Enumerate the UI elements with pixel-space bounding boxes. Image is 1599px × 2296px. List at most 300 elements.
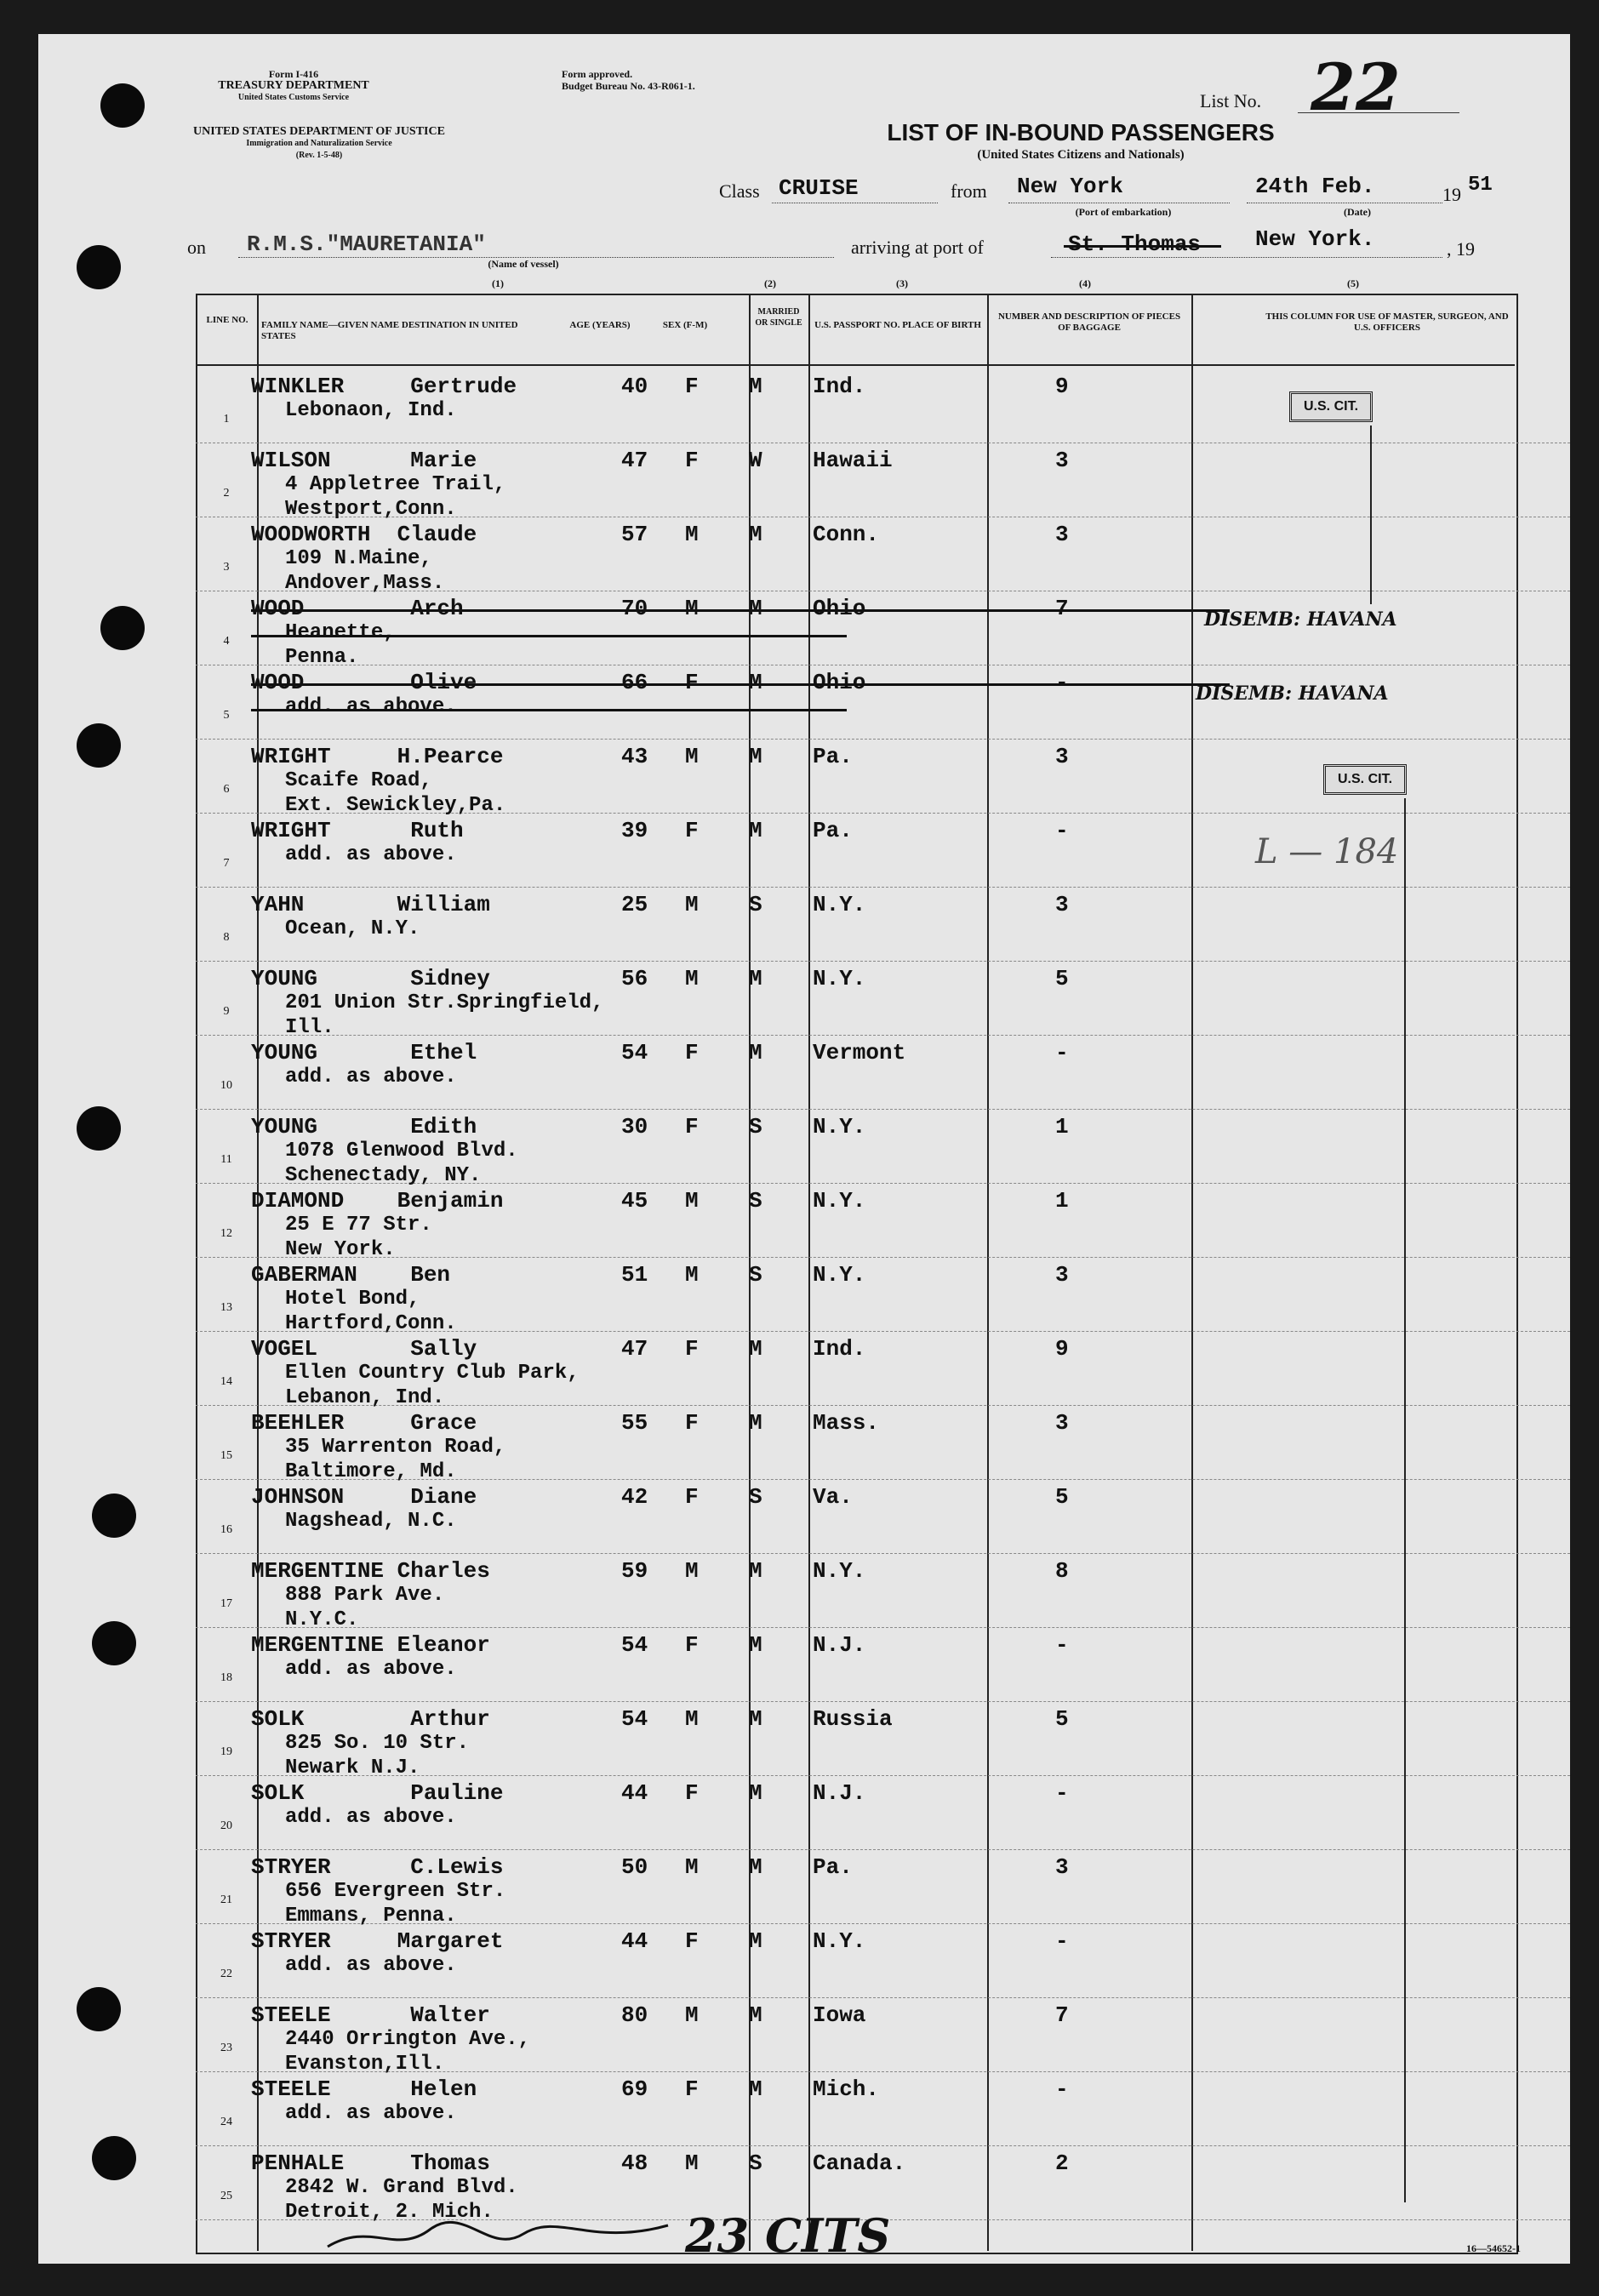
passenger-sex: M <box>685 2150 699 2176</box>
passenger-birthplace: N.Y. <box>813 892 866 917</box>
strike-line <box>251 683 1230 686</box>
strike-line <box>251 709 847 711</box>
passenger-address: Andover,Mass. <box>285 572 445 595</box>
line-number: 2 <box>223 487 230 500</box>
line-number: 13 <box>220 1301 232 1314</box>
row-divider <box>196 1627 1570 1628</box>
passenger-address: Heanette, <box>285 621 396 644</box>
passenger-name: YOUNG Sidney <box>251 966 490 991</box>
passenger-baggage: - <box>1055 2076 1069 2102</box>
passenger-address: Evanston,Ill. <box>285 2053 445 2076</box>
col-num-4: (4) <box>1079 277 1091 289</box>
passenger-marital-status: M <box>749 670 762 695</box>
passenger-sex: F <box>685 2076 699 2102</box>
passenger-baggage: 3 <box>1055 1854 1069 1880</box>
binder-hole <box>77 723 121 768</box>
passenger-sex: F <box>685 1780 699 1806</box>
list-no-label: List No. <box>1200 90 1262 111</box>
col-sex: SEX (F-M) <box>662 320 708 330</box>
passenger-name: WRIGHT H.Pearce <box>251 744 504 769</box>
passenger-age: 30 <box>621 1114 648 1139</box>
line-number: 10 <box>220 1079 232 1092</box>
passenger-age: 39 <box>621 818 648 843</box>
passenger-address: add. as above. <box>285 1806 457 1829</box>
passenger-baggage: 2 <box>1055 2150 1069 2176</box>
passenger-address: add. as above. <box>285 695 457 718</box>
passenger-baggage: 3 <box>1055 448 1069 473</box>
port-strikethrough <box>1064 245 1221 248</box>
disemb-note-1: DISEMB: HAVANA <box>1204 608 1397 631</box>
passenger-address: Newark N.J. <box>285 1756 420 1779</box>
line-number: 23 <box>220 2042 232 2054</box>
passenger-birthplace: Ind. <box>813 1336 866 1362</box>
passenger-name: WOODWORTH Claude <box>251 522 477 547</box>
vessel-label: (Name of vessel) <box>488 258 559 270</box>
passenger-birthplace: Ind. <box>813 374 866 399</box>
manifest-page <box>38 34 1570 2264</box>
passenger-address: Penna. <box>285 646 359 669</box>
passenger-name: WRIGHT Ruth <box>251 818 464 843</box>
budget-label: Budget Bureau No. 43-R061-1. <box>562 80 695 92</box>
passenger-address: Westport,Conn. <box>285 498 457 521</box>
passenger-age: 69 <box>621 2076 648 2102</box>
binder-hole <box>100 606 145 650</box>
row-divider <box>196 1257 1570 1258</box>
passenger-birthplace: N.J. <box>813 1780 866 1806</box>
passenger-birthplace: Conn. <box>813 522 880 547</box>
passenger-address: 825 So. 10 Str. <box>285 1732 470 1755</box>
arriving-label: arriving at port of <box>851 237 984 258</box>
passenger-age: 45 <box>621 1188 648 1214</box>
date-value: 24th Feb. <box>1255 174 1375 199</box>
passenger-sex: F <box>685 1336 699 1362</box>
passenger-address: 109 N.Maine, <box>285 547 432 570</box>
strike-line <box>251 609 1230 612</box>
row-divider <box>196 1035 1570 1036</box>
signature-scribble <box>319 2213 677 2264</box>
passenger-address: 35 Warrenton Road, <box>285 1436 506 1459</box>
line-number: 15 <box>220 1449 232 1462</box>
line-number: 11 <box>220 1153 232 1166</box>
col-age: AGE (YEARS) <box>569 320 631 330</box>
passenger-birthplace: Pa. <box>813 744 853 769</box>
passenger-baggage: 3 <box>1055 892 1069 917</box>
passenger-marital-status: M <box>749 966 762 991</box>
passenger-name: YOUNG Edith <box>251 1114 477 1139</box>
binder-hole <box>92 2136 136 2180</box>
row-divider <box>196 1109 1570 1110</box>
passenger-sex: M <box>685 1706 699 1732</box>
header-bottom-line <box>196 364 1515 366</box>
justice-label: UNITED STATES DEPARTMENT OF JUSTICE <box>193 125 445 138</box>
passenger-marital-status: M <box>749 1632 762 1658</box>
passenger-baggage: 7 <box>1055 596 1069 621</box>
footer-code: 16—54652-1 <box>1466 2242 1521 2254</box>
list-no-value: 22 <box>1311 49 1401 125</box>
l-number-note: L — 184 <box>1255 832 1399 871</box>
passenger-marital-status: M <box>749 374 762 399</box>
passenger-name: STRYER Margaret <box>251 1928 504 1954</box>
list-no-underline <box>1298 112 1459 113</box>
approved-label: Form approved. <box>562 68 633 80</box>
passenger-birthplace: Vermont <box>813 1040 906 1065</box>
passenger-birthplace: N.Y. <box>813 1928 866 1954</box>
passenger-address: 201 Union Str.Springfield, <box>285 991 604 1014</box>
passenger-address: 656 Evergreen Str. <box>285 1880 506 1903</box>
col-line-no: LINE NO. <box>206 315 248 325</box>
passenger-marital-status: M <box>749 2076 762 2102</box>
passenger-sex: M <box>685 1558 699 1584</box>
line-number: 1 <box>223 413 230 426</box>
passenger-name: BEEHLER Grace <box>251 1410 477 1436</box>
passenger-age: 55 <box>621 1410 648 1436</box>
passenger-sex: M <box>685 1188 699 1214</box>
col-divider-6 <box>987 294 989 2251</box>
passenger-sex: F <box>685 1484 699 1510</box>
passenger-marital-status: S <box>749 1114 762 1139</box>
passenger-sex: M <box>685 522 699 547</box>
us-cit-stamp-1: U.S. CIT. <box>1289 391 1373 422</box>
passenger-baggage: 7 <box>1055 2002 1069 2028</box>
line-number: 4 <box>223 635 230 648</box>
binder-hole <box>92 1494 136 1538</box>
binder-hole <box>92 1621 136 1665</box>
passenger-sex: F <box>685 1410 699 1436</box>
passenger-age: 43 <box>621 744 648 769</box>
passenger-marital-status: M <box>749 522 762 547</box>
passenger-name: STRYER C.Lewis <box>251 1854 504 1880</box>
passenger-age: 44 <box>621 1780 648 1806</box>
passenger-baggage: 3 <box>1055 1410 1069 1436</box>
passenger-marital-status: W <box>749 448 762 473</box>
passenger-address: Hartford,Conn. <box>285 1312 457 1335</box>
passenger-age: 80 <box>621 2002 648 2028</box>
passenger-birthplace: Pa. <box>813 818 853 843</box>
passenger-sex: F <box>685 818 699 843</box>
passenger-birthplace: Mass. <box>813 1410 880 1436</box>
col-name: FAMILY NAME—GIVEN NAME DESTINATION IN UNITED STATES <box>261 320 518 341</box>
class-label: Class <box>719 180 760 202</box>
passenger-sex: F <box>685 1928 699 1954</box>
passenger-age: 50 <box>621 1854 648 1880</box>
passenger-age: 48 <box>621 2150 648 2176</box>
passenger-address: Nagshead, N.C. <box>285 1510 457 1533</box>
passenger-age: 51 <box>621 1262 648 1288</box>
passenger-baggage: - <box>1055 1040 1069 1065</box>
line-number: 14 <box>220 1375 232 1388</box>
passenger-name: DIAMOND Benjamin <box>251 1188 504 1214</box>
col-num-3: (3) <box>896 277 908 289</box>
passenger-marital-status: M <box>749 1928 762 1954</box>
passenger-sex: M <box>685 596 699 621</box>
passenger-age: 70 <box>621 596 648 621</box>
line-number: 12 <box>220 1227 232 1240</box>
passenger-age: 56 <box>621 966 648 991</box>
passenger-name: WOOD Arch <box>251 596 464 621</box>
passenger-sex: M <box>685 966 699 991</box>
passenger-baggage: 1 <box>1055 1188 1069 1214</box>
line-number: 19 <box>220 1745 232 1758</box>
form-number: Form I-416 <box>268 68 319 80</box>
line-number: 9 <box>223 1005 230 1018</box>
immigration-label: Immigration and Naturalization Service <box>246 139 392 148</box>
page-title: LIST OF IN-BOUND PASSENGERS <box>887 119 1275 146</box>
stamp-line-1 <box>1370 426 1372 604</box>
date-label: (Date) <box>1344 206 1371 218</box>
passenger-marital-status: S <box>749 1188 762 1214</box>
passenger-address: 25 E 77 Str. <box>285 1214 432 1237</box>
passenger-age: 44 <box>621 1928 648 1954</box>
row-divider <box>196 887 1570 888</box>
passenger-name: STEELE Walter <box>251 2002 490 2028</box>
line-number: 6 <box>223 783 230 796</box>
col-married: MARRIED OR SINGLE <box>755 307 802 328</box>
col-num-1: (1) <box>492 277 504 289</box>
passenger-age: 40 <box>621 374 648 399</box>
passenger-address: Ocean, N.Y. <box>285 917 420 940</box>
passenger-marital-status: M <box>749 1706 762 1732</box>
passenger-address: Schenectady, NY. <box>285 1164 482 1187</box>
passenger-baggage: 3 <box>1055 744 1069 769</box>
line-number: 5 <box>223 709 230 722</box>
year-prefix: 19 <box>1442 184 1461 205</box>
passenger-address: Scaife Road, <box>285 769 432 792</box>
row-divider <box>196 1997 1570 1998</box>
passenger-address: Hotel Bond, <box>285 1288 420 1311</box>
passenger-address: 1078 Glenwood Blvd. <box>285 1139 518 1162</box>
passenger-address: 888 Park Ave. <box>285 1584 445 1607</box>
col-divider-7 <box>1191 294 1193 2251</box>
port-underline <box>1051 257 1442 258</box>
form-approval <box>562 68 766 92</box>
line-number: 20 <box>220 1819 232 1832</box>
passenger-address: Detroit, 2. Mich. <box>285 2201 494 2224</box>
passenger-birthplace: Ohio <box>813 596 866 621</box>
passenger-address: Emmans, Penna. <box>285 1905 457 1928</box>
port-struck: St. Thomas <box>1068 231 1202 257</box>
passenger-sex: F <box>685 1114 699 1139</box>
row-divider <box>196 739 1570 740</box>
col-divider-5 <box>808 294 810 2251</box>
line-number: 7 <box>223 857 230 870</box>
passenger-marital-status: M <box>749 596 762 621</box>
passenger-age: 47 <box>621 448 648 473</box>
passenger-baggage: 5 <box>1055 1484 1069 1510</box>
passenger-age: 42 <box>621 1484 648 1510</box>
passenger-marital-status: M <box>749 2002 762 2028</box>
passenger-address: add. as above. <box>285 2102 457 2125</box>
passenger-baggage: 8 <box>1055 1558 1069 1584</box>
passenger-baggage: - <box>1055 1928 1069 1954</box>
binder-hole <box>100 83 145 128</box>
passenger-birthplace: N.J. <box>813 1632 866 1658</box>
customs-label: United States Customs Service <box>237 93 350 102</box>
passenger-name: SOLK Pauline <box>251 1780 504 1806</box>
passenger-name: SOLK Arthur <box>251 1706 490 1732</box>
from-label: from <box>951 180 987 202</box>
passenger-age: 57 <box>621 522 648 547</box>
passenger-marital-status: M <box>749 1780 762 1806</box>
year-suffix: 51 <box>1468 174 1493 197</box>
line-number: 8 <box>223 931 230 944</box>
line-number: 25 <box>220 2190 232 2202</box>
passenger-address: 4 Appletree Trail, <box>285 473 506 496</box>
passenger-birthplace: N.Y. <box>813 1262 866 1288</box>
passenger-marital-status: S <box>749 1484 762 1510</box>
passenger-address: 2440 Orrington Ave., <box>285 2028 531 2051</box>
col-passport: U.S. PASSPORT NO. PLACE OF BIRTH <box>814 320 981 330</box>
passenger-marital-status: M <box>749 1336 762 1362</box>
passenger-address: N.Y.C. <box>285 1608 359 1631</box>
passenger-address: Baltimore, Md. <box>285 1460 457 1483</box>
passenger-baggage: 5 <box>1055 966 1069 991</box>
class-value: CRUISE <box>779 175 859 201</box>
passenger-name: MERGENTINE Charles <box>251 1558 490 1584</box>
on-label: on <box>187 237 206 258</box>
col-num-5: (5) <box>1347 277 1359 289</box>
passenger-marital-status: M <box>749 1854 762 1880</box>
signature-note: 23 CITS <box>685 2208 891 2263</box>
passenger-birthplace: N.Y. <box>813 1558 866 1584</box>
passenger-age: 54 <box>621 1706 648 1732</box>
passenger-marital-status: S <box>749 2150 762 2176</box>
row-divider <box>196 1553 1570 1554</box>
us-cit-stamp-2: U.S. CIT. <box>1323 764 1407 795</box>
binder-hole <box>77 245 121 289</box>
passenger-birthplace: Iowa <box>813 2002 866 2028</box>
passenger-sex: M <box>685 744 699 769</box>
passenger-address: Lebanon, Ind. <box>285 1386 445 1409</box>
row-divider <box>196 2145 1570 2146</box>
passenger-baggage: - <box>1055 1780 1069 1806</box>
passenger-age: 54 <box>621 1632 648 1658</box>
passenger-address: add. as above. <box>285 843 457 866</box>
passenger-name: JOHNSON Diane <box>251 1484 477 1510</box>
passenger-age: 25 <box>621 892 648 917</box>
passenger-sex: F <box>685 1040 699 1065</box>
passenger-sex: F <box>685 374 699 399</box>
passenger-address: New York. <box>285 1238 396 1261</box>
passenger-marital-status: M <box>749 818 762 843</box>
passenger-birthplace: Ohio <box>813 670 866 695</box>
passenger-age: 66 <box>621 670 648 695</box>
line-number: 3 <box>223 561 230 574</box>
passenger-address: Ill. <box>285 1016 334 1039</box>
passenger-marital-status: M <box>749 1558 762 1584</box>
passenger-baggage: 5 <box>1055 1706 1069 1732</box>
col-baggage: NUMBER AND DESCRIPTION OF PIECES OF BAGGAGE <box>997 311 1181 333</box>
passenger-marital-status: M <box>749 744 762 769</box>
passenger-birthplace: Canada. <box>813 2150 906 2176</box>
treasury-label: TREASURY DEPARTMENT <box>218 79 369 92</box>
passenger-marital-status: S <box>749 1262 762 1288</box>
passenger-address: Lebonaon, Ind. <box>285 399 457 422</box>
row-divider <box>196 961 1570 962</box>
passenger-sex: F <box>685 1632 699 1658</box>
row-divider <box>196 1849 1570 1850</box>
line-number: 22 <box>220 1968 232 1980</box>
passenger-sex: F <box>685 448 699 473</box>
passenger-birthplace: Russia <box>813 1706 893 1732</box>
binder-hole <box>77 1987 121 2031</box>
from-value: New York <box>1017 174 1123 199</box>
passenger-baggage: - <box>1055 670 1069 695</box>
passenger-address: add. as above. <box>285 1954 457 1977</box>
passenger-birthplace: Mich. <box>813 2076 880 2102</box>
form-header-treasury <box>183 68 404 104</box>
passenger-baggage: 3 <box>1055 1262 1069 1288</box>
passenger-name: YOUNG Ethel <box>251 1040 477 1065</box>
line-number: 16 <box>220 1523 232 1536</box>
col-officers: THIS COLUMN FOR USE OF MASTER, SURGEON, AND U.S. OFFICERS <box>1265 311 1509 333</box>
passenger-address: Ext. Sewickley,Pa. <box>285 794 506 817</box>
port-value: New York. <box>1255 226 1375 252</box>
passenger-birthplace: Pa. <box>813 1854 853 1880</box>
passenger-age: 59 <box>621 1558 648 1584</box>
passenger-birthplace: Va. <box>813 1484 853 1510</box>
strike-line <box>251 635 847 637</box>
passenger-address: Ellen Country Club Park, <box>285 1362 580 1385</box>
passenger-name: PENHALE Thomas <box>251 2150 490 2176</box>
passenger-name: WILSON Marie <box>251 448 477 473</box>
passenger-name: GABERMAN Ben <box>251 1262 451 1288</box>
passenger-name: STEELE Helen <box>251 2076 477 2102</box>
col-num-2: (2) <box>764 277 776 289</box>
passenger-sex: M <box>685 2002 699 2028</box>
passenger-address: add. as above. <box>285 1065 457 1088</box>
port-embark-label: (Port of embarkation) <box>1075 206 1172 218</box>
line-number: 17 <box>220 1597 232 1610</box>
passenger-sex: M <box>685 1854 699 1880</box>
passenger-address: add. as above. <box>285 1658 457 1681</box>
stamp-line-2 <box>1404 798 1406 2202</box>
passenger-sex: F <box>685 670 699 695</box>
binder-hole <box>77 1106 121 1151</box>
passenger-baggage: 9 <box>1055 1336 1069 1362</box>
year2-label: , 19 <box>1447 238 1475 260</box>
passenger-baggage: 3 <box>1055 522 1069 547</box>
passenger-sex: M <box>685 892 699 917</box>
passenger-marital-status: M <box>749 1410 762 1436</box>
rev-label: (Rev. 1-5-48) <box>295 151 343 160</box>
vessel-name: R.M.S."MAURETANIA" <box>247 231 486 257</box>
line-number: 24 <box>220 2116 232 2128</box>
passenger-name: WOOD Olive <box>251 670 477 695</box>
passenger-baggage: 1 <box>1055 1114 1069 1139</box>
passenger-birthplace: Hawaii <box>813 448 893 473</box>
passenger-baggage: - <box>1055 818 1069 843</box>
passenger-birthplace: N.Y. <box>813 1114 866 1139</box>
passenger-name: VOGEL Sally <box>251 1336 477 1362</box>
passenger-name: YAHN William <box>251 892 490 917</box>
passenger-address: 2842 W. Grand Blvd. <box>285 2176 518 2199</box>
line-number: 18 <box>220 1671 232 1684</box>
disemb-note-2: DISEMB: HAVANA <box>1196 683 1389 705</box>
page-subtitle: (United States Citizens and Nationals) <box>977 148 1185 162</box>
passenger-age: 54 <box>621 1040 648 1065</box>
passenger-birthplace: N.Y. <box>813 1188 866 1214</box>
passenger-name: MERGENTINE Eleanor <box>251 1632 490 1658</box>
form-header-justice <box>174 126 464 162</box>
line-number: 21 <box>220 1893 232 1906</box>
passenger-name: WINKLER Gertrude <box>251 374 517 399</box>
row-divider <box>196 1701 1570 1702</box>
passenger-marital-status: S <box>749 892 762 917</box>
passenger-baggage: - <box>1055 1632 1069 1658</box>
passenger-birthplace: N.Y. <box>813 966 866 991</box>
passenger-age: 47 <box>621 1336 648 1362</box>
passenger-baggage: 9 <box>1055 374 1069 399</box>
